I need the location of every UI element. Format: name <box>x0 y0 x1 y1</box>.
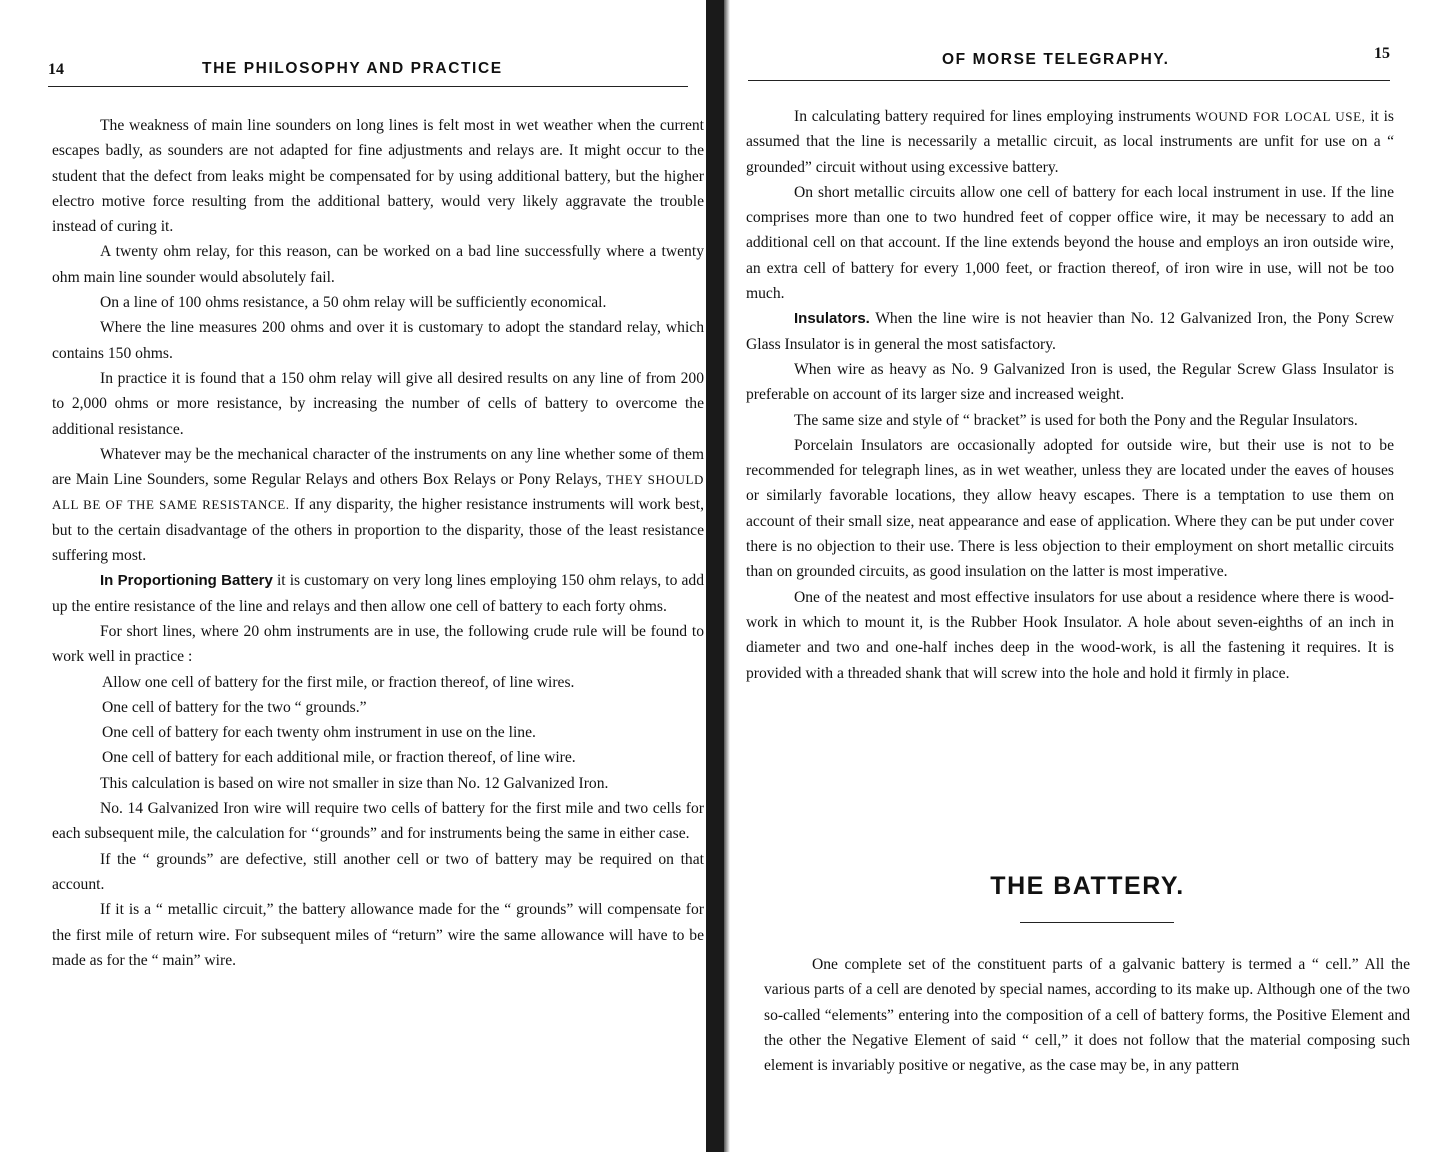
header-rule-left <box>48 86 688 87</box>
paragraph: Porcelain Insulators are occasionally adopted for outside wire, but their use is not to be recommended for telegraph lines, as in wet weather, unless they are located under the eaves of houses or similarly favorable locations, they allow heavy escapes. There is a temptation to use them on account of their small size, neat appearance and ease of application. Where they can be put under cover there is no objection to their use. There is less objection to their employment on short metallic circuits than on grounded circuits, as good insulation on the latter is most imperative. <box>746 436 1394 581</box>
run-in-heading: In Proportioning Battery <box>100 572 273 590</box>
book-gutter <box>706 0 724 1152</box>
paragraph: In Proportioning Battery it is customary on very long lines employing 150 ohm relays, to add up the entire resistance of the line and relays and then allow one cell of battery to each forty ohms. <box>52 572 704 615</box>
section-title-rule <box>1020 922 1174 923</box>
section-body <box>764 952 1410 1078</box>
paragraph: In calculating battery required for lines employing instruments WOUND FOR LOCAL USE, it is assumed that the line is necessarily a metallic circuit, as local instruments are unfit for use on a “ grounded” circuit without using excessive battery. <box>746 108 1394 176</box>
running-head-right: OF MORSE TELEGRAPHY. <box>942 51 1170 68</box>
paragraph: This calculation is based on wire not smaller in size than No. 12 Galvanized Iron. <box>100 774 609 792</box>
rule-item: One cell of battery for each twenty ohm instrument in use on the line. <box>102 724 536 742</box>
paragraph: On a line of 100 ohms resistance, a 50 ohm relay will be sufficiently economical. <box>100 294 607 312</box>
paragraph: One complete set of the constituent parts of a galvanic battery is termed a “ cell.” All the various parts of a cell are denoted by special names, according to its make up. Although one of the two so-called “elements” entering into the composition of a cell of battery forms, the Positive Element and the other the Negative Element of said “ cell,” it does not follow that the material composing such element is invariably positive or negative, as the case may be, in any pattern <box>764 956 1410 1075</box>
rule-item: One cell of battery for each additional mile, or fraction thereof, of line wire. <box>102 749 576 767</box>
paragraph: Whatever may be the mechanical character of the instruments on any line whether some of them are Main Line Sounders, some Regular Relays and others Box Relays or Pony Relays, THEY SHOULD ALL BE OF THE SAME RESISTANCE. If any disparity, the higher resistance instruments will work best, but to the certain disadvantage of the others in proportion to the disparity, those of the least resistance suffering most. <box>52 445 705 565</box>
paragraph: If the “ grounds” are defective, still another cell or two of battery may be required on that account. <box>52 850 704 893</box>
paragraph: Where the line measures 200 ohms and over it is customary to adopt the standard relay, which contains 150 ohms. <box>52 319 704 362</box>
paragraph: The weakness of main line sounders on long lines is felt most in wet weather when the current escapes badly, as sounders are not adapted for fine adjustments and relays are. It might occur to the student that the defect from leaks might be compensated for by using additional battery, but the higher electro motive force resulting from the additional battery, would very likely aggravate the trouble instead of curing it. <box>52 117 704 236</box>
small-caps-emphasis: THEY SHOULD ALL BE OF THE SAME RESISTANCE. <box>52 472 705 513</box>
paragraph: For short lines, where 20 ohm instruments are in use, the following crude rule will be found to work well in practice : <box>52 622 704 666</box>
paragraph: One of the neatest and most effective insulators for use about a residence where there is wood-work in which to mount it, is the Rubber Hook Insulator. A hole about seven-eighths of an inch in diameter and two and one-half inches deep in the wood-work, is all the fastening it requires. It is provided with a threaded shank that will screw into the hole and hold it firmly in place. <box>746 588 1394 682</box>
paragraph: When wire as heavy as No. 9 Galvanized Iron is used, the Regular Screw Glass Insulator is preferable on account of its larger size and increased weight. <box>746 360 1394 404</box>
page-number-right: 15 <box>1374 45 1390 62</box>
paragraph: The same size and style of “ bracket” is used for both the Pony and the Regular Insulators. <box>794 411 1358 429</box>
right-page-body <box>746 104 1394 686</box>
rule-item: Allow one cell of battery for the first mile, or fraction thereof, of line wires. <box>102 673 575 691</box>
paragraph: No. 14 Galvanized Iron wire will require two cells of battery for the first mile and two cells for each subsequent mile, the calculation for ‘‘grounds” and for instruments being the same in either case. <box>52 800 704 843</box>
left-page-body <box>52 113 704 973</box>
rule-item: One cell of battery for the two “ grounds.” <box>102 698 367 716</box>
page-number-left: 14 <box>48 61 64 78</box>
right-page <box>732 0 1443 1152</box>
gutter-shadow <box>724 0 730 1152</box>
paragraph: Insulators. When the line wire is not heavier than No. 12 Galvanized Iron, the Pony Screw Glass Insulator is in general the most satisfactory. <box>746 310 1394 353</box>
paragraph: If it is a “ metallic circuit,” the battery allowance made for the “ grounds” will compensate for the first mile of return wire. For subsequent miles of “return” wire the same allowance will have to be made as for the “ main” wire. <box>52 901 704 969</box>
paragraph: On short metallic circuits allow one cell of battery for each local instrument in use. If the line comprises more than one to two hundred feet of copper office wire, it may be necessary to add an additional cell on that account. If the line extends beyond the house and employs an iron outside wire, an extra cell of battery for every 1,000 feet, or fraction thereof, of iron wire in use, will not be too much. <box>746 183 1394 303</box>
run-in-heading: Insulators. <box>794 310 870 328</box>
running-head-left: THE PHILOSOPHY AND PRACTICE <box>202 60 503 77</box>
left-page <box>0 0 708 1152</box>
small-caps-emphasis: WOUND FOR LOCAL USE, <box>1195 109 1366 124</box>
header-rule-right <box>748 80 1390 81</box>
paragraph: In practice it is found that a 150 ohm relay will give all desired results on any line of from 200 to 2,000 ohms or more resistance, by increasing the number of cells of battery to overcome the additional resistance. <box>52 369 704 438</box>
section-title: THE BATTERY. <box>990 872 1185 900</box>
paragraph: A twenty ohm relay, for this reason, can be worked on a bad line successfully where a twenty ohm main line sounder would absolutely fail. <box>52 243 704 286</box>
